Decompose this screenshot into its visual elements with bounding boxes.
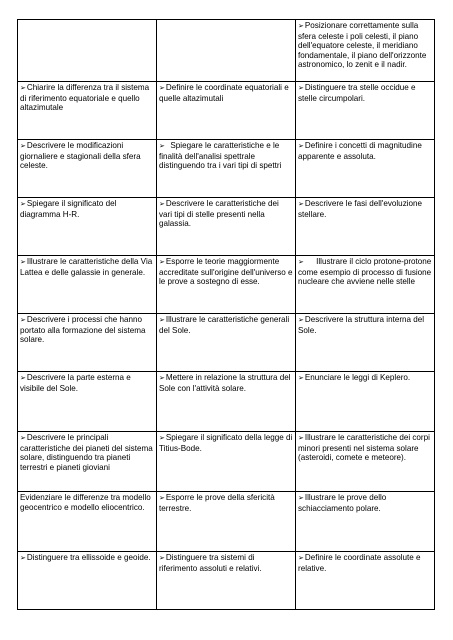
objective-text: Distinguere tra sistemi di riferimento assoluti e relativi. xyxy=(159,553,262,573)
arrow-bullet-icon: ➢ xyxy=(298,375,304,382)
objective-text: Illustrare le caratteristiche della Via Lattea e delle galassie in generale. xyxy=(20,257,155,277)
table-row xyxy=(18,140,435,198)
objective-text: Posizionare correttamente sulla sfera celeste i poli celesti, il piano dell'equatore celeste, il meridiano fondamentale, il piano dell'orizzonte astronomico, lo zenit e il nadir. xyxy=(298,21,429,70)
objective-text: Descrivere i processi che hanno portato alla formazione del sistema solare. xyxy=(20,315,148,345)
arrow-bullet-icon: ➢ xyxy=(298,317,304,324)
objective-cell xyxy=(18,198,157,256)
objective-text: Distinguere tra ellissoide e geoide. xyxy=(26,553,151,562)
objective-text: Esporre le teorie maggiormente accreditate sull'origine dell'universo e le prove a sostegno di esse. xyxy=(159,257,295,287)
objective-cell xyxy=(296,314,435,372)
arrow-bullet-icon: ➢ xyxy=(159,143,165,150)
objective-text: Descrivere le fasi dell'evoluzione stellare. xyxy=(298,199,425,219)
arrow-bullet-icon: ➢ xyxy=(159,259,165,266)
arrow-bullet-icon: ➢ xyxy=(298,143,304,150)
arrow-bullet-icon: ➢ xyxy=(298,23,304,30)
objective-cell xyxy=(18,256,157,314)
objective-cell xyxy=(157,552,296,610)
arrow-bullet-icon: ➢ xyxy=(298,259,304,266)
objective-cell xyxy=(157,140,296,198)
arrow-bullet-icon: ➢ xyxy=(159,201,165,208)
objectives-table-body xyxy=(18,20,435,610)
objective-text: Chiarire la differenza tra il sistema di riferimento equatoriale e quello altazimutale xyxy=(20,83,152,113)
arrow-bullet-icon: ➢ xyxy=(159,555,165,562)
objective-cell xyxy=(157,314,296,372)
objective-cell xyxy=(18,82,157,140)
arrow-bullet-icon: ➢ xyxy=(298,495,304,502)
objective-text: Spiegare il significato della legge di Titius-Bode. xyxy=(159,433,295,453)
table-row xyxy=(18,20,435,82)
objective-text: Descrivere la struttura interna del Sole. xyxy=(298,315,427,335)
objective-text: Descrivere le principali caratteristiche dei pianeti del sistema solare, distinguendo tra pianeti terrestri e pianeti gioviani xyxy=(20,433,155,472)
objective-cell xyxy=(296,140,435,198)
arrow-bullet-icon: ➢ xyxy=(298,555,304,562)
objective-cell xyxy=(296,20,435,82)
table-row xyxy=(18,256,435,314)
arrow-bullet-icon: ➢ xyxy=(20,555,26,562)
arrow-bullet-icon: ➢ xyxy=(20,317,26,324)
objective-cell xyxy=(296,432,435,492)
objective-cell xyxy=(18,20,157,82)
arrow-bullet-icon: ➢ xyxy=(298,85,304,92)
arrow-bullet-icon: ➢ xyxy=(20,375,26,382)
objective-cell xyxy=(18,492,157,552)
objective-cell xyxy=(157,372,296,432)
objective-text: Spiegare il significato del diagramma H-R. xyxy=(20,199,119,219)
objective-cell xyxy=(296,372,435,432)
objective-text: Descrivere la parte esterna e visibile del Sole. xyxy=(20,373,134,393)
objective-cell xyxy=(157,432,296,492)
objective-text: Illustrare le caratteristiche dei corpi minori presenti nel sistema solare (asteroidi, comete e meteore). xyxy=(298,433,433,463)
table-row xyxy=(18,314,435,372)
arrow-bullet-icon: ➢ xyxy=(20,435,26,442)
objective-cell xyxy=(18,552,157,610)
objective-cell xyxy=(296,82,435,140)
objective-cell xyxy=(18,372,157,432)
objective-cell xyxy=(157,82,296,140)
arrow-bullet-icon: ➢ xyxy=(159,375,165,382)
objective-text: Illustrare le caratteristiche generali del Sole. xyxy=(159,315,292,335)
objective-cell xyxy=(18,314,157,372)
objectives-table xyxy=(17,19,435,610)
arrow-bullet-icon: ➢ xyxy=(20,201,26,208)
objective-text: Mettere in relazione la struttura del Sole con l'attività solare. xyxy=(159,373,293,393)
objective-text: Evidenziare le differenze tra modello geocentrico e modello eliocentrico. xyxy=(20,493,154,512)
objective-text: Esporre le prove della sfericità terrestre. xyxy=(159,493,277,513)
objective-text: Definire le coordinate equatoriali e quelle altazimutali xyxy=(159,83,291,103)
objective-text: Distinguere tra stelle occidue e stelle circumpolari. xyxy=(298,83,418,103)
objective-cell xyxy=(18,140,157,198)
objective-cell xyxy=(296,552,435,610)
objective-text: Descrivere le caratteristiche dei vari tipi di stelle presenti nella galassia. xyxy=(159,199,282,229)
table-row xyxy=(18,552,435,610)
objective-cell xyxy=(296,256,435,314)
objective-cell xyxy=(157,20,296,82)
arrow-bullet-icon: ➢ xyxy=(20,143,26,150)
table-row xyxy=(18,198,435,256)
objective-cell xyxy=(157,256,296,314)
objective-cell xyxy=(18,432,157,492)
objective-text: Definire i concetti di magnitudine apparente e assoluta. xyxy=(298,141,425,161)
table-row xyxy=(18,82,435,140)
arrow-bullet-icon: ➢ xyxy=(20,85,26,92)
objective-text: Illustrare il ciclo protone-protone come esempio di processo di fusione nucleare che avviene nelle stelle xyxy=(298,257,434,287)
arrow-bullet-icon: ➢ xyxy=(159,317,165,324)
objective-text: Spiegare le caratteristiche e le finalità dell'analisi spettrale distinguendo tra i vari tipi di spettri xyxy=(159,141,282,171)
arrow-bullet-icon: ➢ xyxy=(159,435,165,442)
objective-text: Descrivere le modificazioni giornaliere e stagionali della sfera celeste. xyxy=(20,141,143,171)
arrow-bullet-icon: ➢ xyxy=(159,85,165,92)
arrow-bullet-icon: ➢ xyxy=(20,259,26,266)
objective-cell xyxy=(157,492,296,552)
arrow-bullet-icon: ➢ xyxy=(298,435,304,442)
objective-text: Enunciare le leggi di Keplero. xyxy=(304,373,411,382)
objective-cell xyxy=(296,492,435,552)
objective-cell xyxy=(157,198,296,256)
objective-text: Definire le coordinate assolute e relative. xyxy=(298,553,423,573)
table-row xyxy=(18,492,435,552)
arrow-bullet-icon: ➢ xyxy=(298,201,304,208)
objective-cell xyxy=(296,198,435,256)
arrow-bullet-icon: ➢ xyxy=(159,495,165,502)
table-row xyxy=(18,432,435,492)
objective-text: Illustrare le prove dello schiacciamento polare. xyxy=(298,493,389,513)
table-row xyxy=(18,372,435,432)
